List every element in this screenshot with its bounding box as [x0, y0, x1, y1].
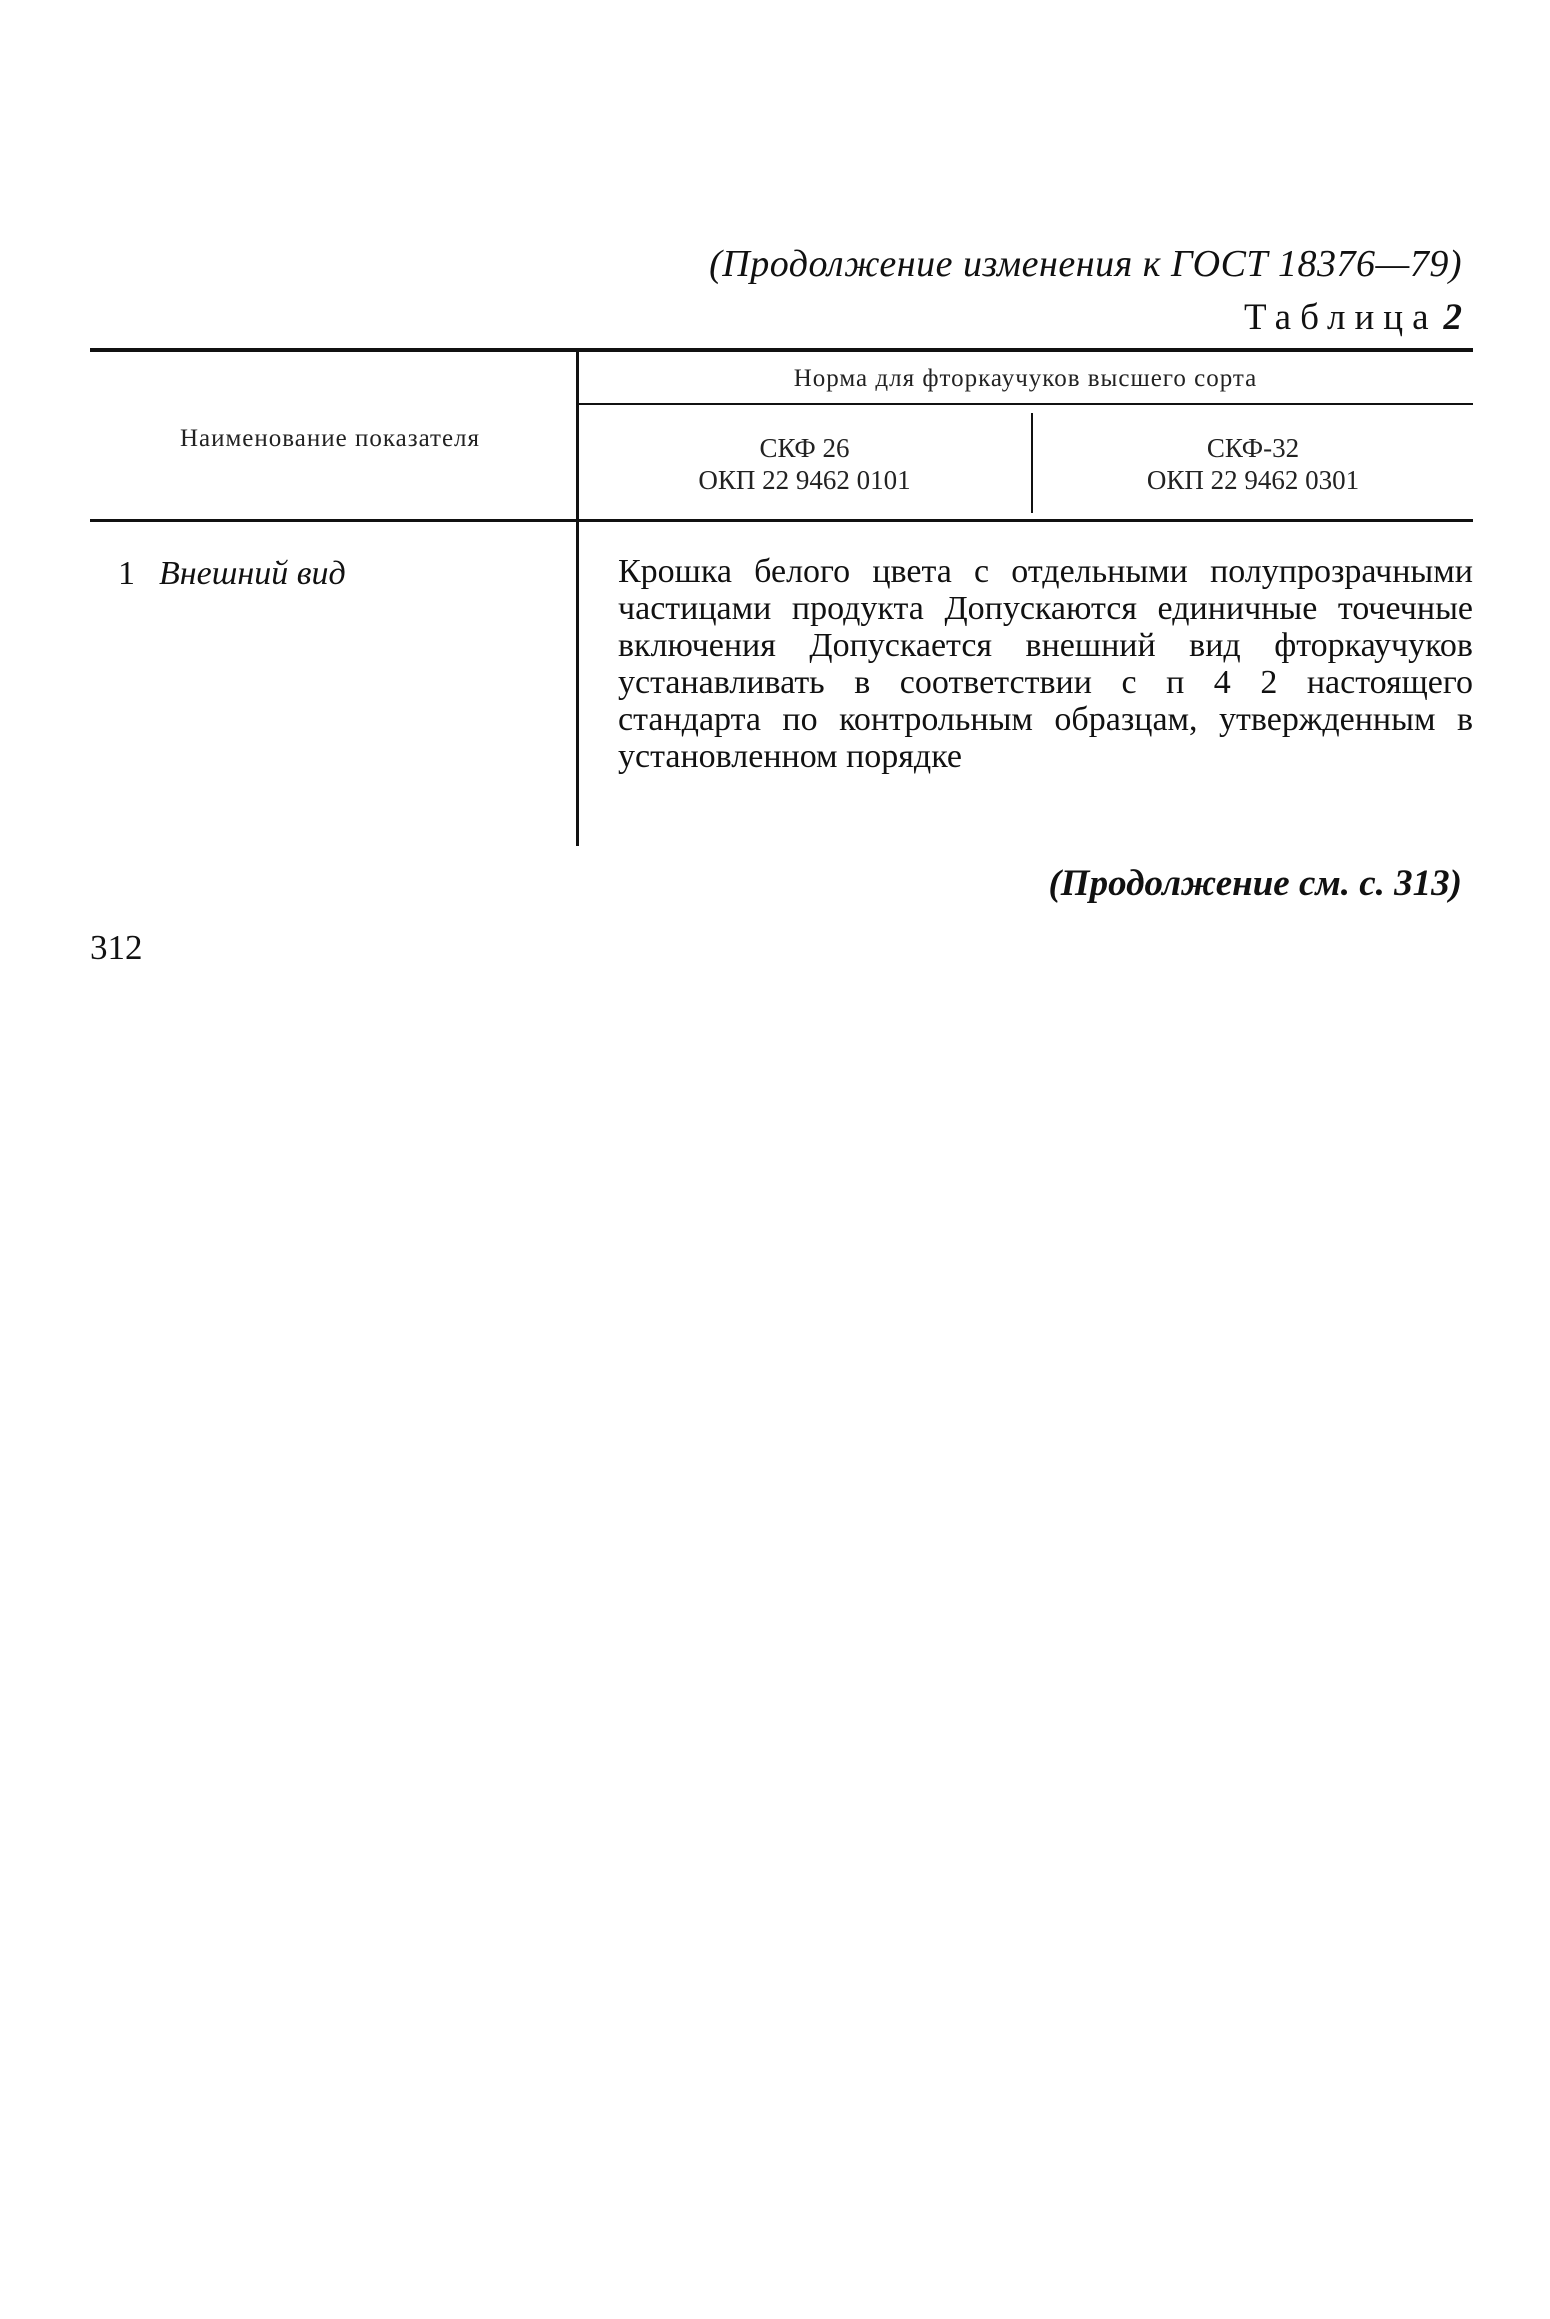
table-row-label [118, 555, 346, 593]
column-header-parameter: Наименование показателя [179, 425, 481, 452]
table-number: 2 [1443, 297, 1462, 338]
subcolumn-header-skf26 [578, 432, 1031, 496]
row-number: 1 [118, 555, 135, 592]
continuation-footer: (Продолжение см. с. 313) [1048, 863, 1462, 904]
subcolumn-okp: ОКП 22 9462 0101 [698, 465, 911, 495]
continuation-header: (Продолжение изменения к ГОСТ 18376—79) [709, 243, 1462, 285]
header-bottom-rule [90, 519, 1473, 522]
subcolumn-header-skf32 [1033, 432, 1473, 496]
body-vertical-divider [576, 522, 579, 846]
table-top-rule [90, 348, 1473, 352]
table-row-value: Крошка белого цвета с отдельными полупрозрачными частицами продукта Допускаются единичные точечные включения Допускается внешний вид фторкаучуков устанавливать в соответствии с п 4 2 настоящего стандарта по контрольным образцам, утвержденным в установленном порядке [618, 553, 1473, 775]
subcolumn-grade: СКФ-32 [1206, 433, 1300, 463]
page-number: 312 [90, 928, 143, 967]
norm-header-rule [578, 403, 1473, 405]
subcolumn-grade: СКФ 26 [759, 433, 850, 463]
subcolumn-okp: ОКП 22 9462 0301 [1146, 465, 1360, 495]
table-word: Таблица [1244, 297, 1438, 338]
column-header-norm: Норма для фторкаучуков высшего сорта [793, 365, 1258, 392]
table-label [1244, 296, 1462, 339]
row-name: Внешний вид [159, 555, 346, 592]
